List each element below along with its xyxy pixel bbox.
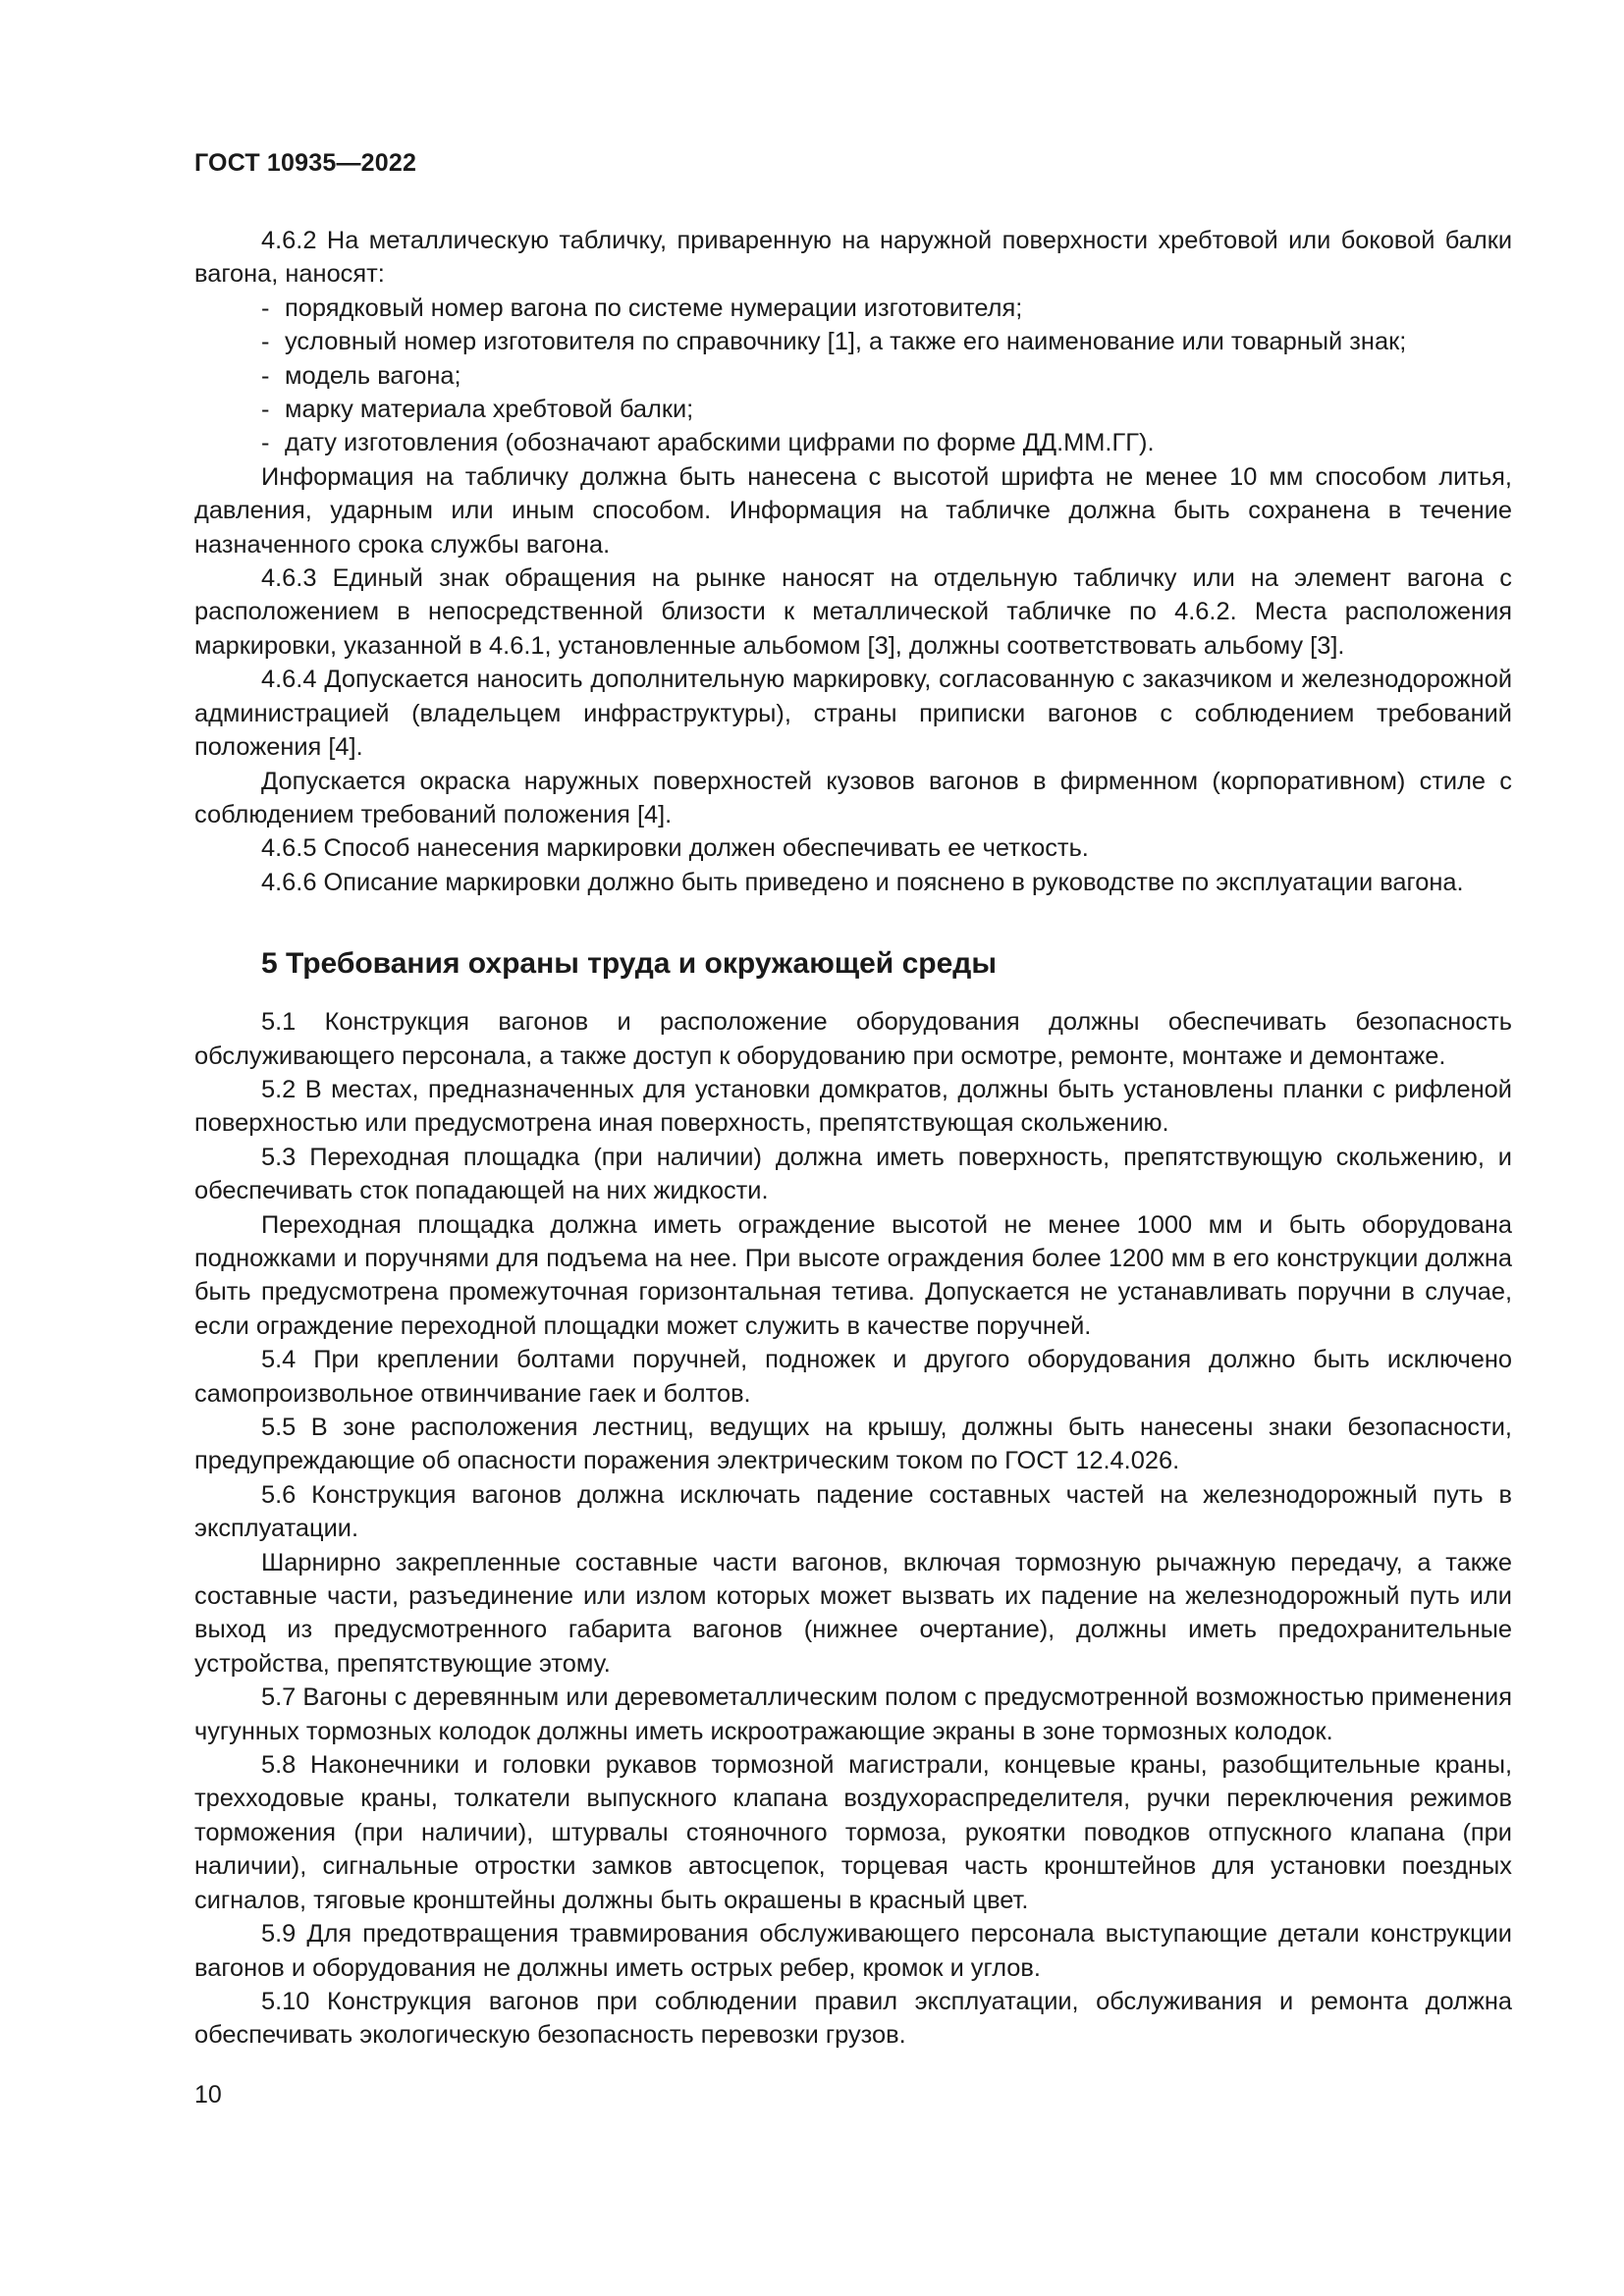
paragraph-4-6-2-intro: 4.6.2 На металлическую табличку, приваренную на наружной поверхности хребтовой или боковой балки вагона, наносят: [194,227,1512,289]
paragraph-5-6-cont: Шарнирно закрепленные составные части вагонов, включая тормозную рычажную передачу, а также составные части, разъединение или излом которых может вызвать их падение на железнодорожный путь или выход из предусмотренного габарита вагонов (нижнее очертание), должны иметь предохранительные устройства, препятствующие этому. [194,1548,1512,1678]
dash-bullet: - [261,294,270,322]
paragraph-5-6: 5.6 Конструкция вагонов должна исключать падение составных частей на железнодорожный путь в эксплуатации. [194,1480,1512,1543]
page-number: 10 [194,2081,222,2109]
list-item-text: условный номер изготовителя по справочнику [1], а также его наименование или товарный знак; [285,328,1407,356]
paragraph-4-6-6: 4.6.6 Описание маркировки должно быть приведено и пояснено в руководстве по эксплуатации вагона. [261,868,1464,896]
paragraph-5-4: 5.4 При креплении болтами поручней, подножек и другого оборудования должно быть исключено самопроизвольное отвинчивание гаек и болтов. [194,1346,1512,1408]
paragraph-5-1: 5.1 Конструкция вагонов и расположение оборудования должны обеспечивать безопасность обслуживающего персонала, а также доступ к оборудованию при осмотре, ремонте, монтаже и демонтаже. [194,1008,1512,1070]
list-item-text: порядковый номер вагона по системе нумерации изготовителя; [285,294,1023,322]
paragraph-4-6-3: 4.6.3 Единый знак обращения на рынке наносят на отдельную табличку или на элемент вагона с расположением в непосредственной близости к металлической табличке по 4.6.2. Места расположения маркировки, указанной в 4.6.1, установленные альбомом [3], должны соответствовать альбому [3]. [194,564,1512,660]
paragraph-5-10: 5.10 Конструкция вагонов при соблюдении правил эксплуатации, обслуживания и ремонта должна обеспечивать экологическую безопасность перевозки грузов. [194,1987,1512,2050]
list-item [194,292,1512,325]
paragraph-4-6-4: 4.6.4 Допускается наносить дополнительную маркировку, согласованную с заказчиком и железнодорожной администрацией (владельцем инфраструктуры), страны приписки вагонов с соблюдением требований положения [4]. [194,666,1512,762]
paragraph-5-3: 5.3 Переходная площадка (при наличии) должна иметь поверхность, препятствующую скольжению, и обеспечивать сток попадающей на них жидкости. [194,1143,1512,1205]
list-item [194,426,1512,459]
paragraph-5-2: 5.2 В местах, предназначенных для установки домкратов, должны быть установлены планки с рифленой поверхностью или предусмотрена иная поверхность, препятствующая скольжению. [194,1075,1512,1138]
list-item [194,325,1512,358]
section-5-title: 5 Требования охраны труда и окружающей среды [261,947,997,981]
list-item-text: дату изготовления (обозначают арабскими цифрами по форме ДД.ММ.ГГ). [285,429,1155,457]
paragraph-5-3-cont: Переходная площадка должна иметь ограждение высотой не менее 1000 мм и быть оборудована подножками и поручнями для подъема на нее. При высоте ограждения более 1200 мм в его конструкции должна быть предусмотрена промежуточная горизонтальная тетива. Допускается не устанавливать поручни в случае, если ограждение переходной площадки может служить в качестве поручней. [194,1210,1512,1340]
document-code-header: ГОСТ 10935—2022 [194,149,417,177]
list-item-text: марку материала хребтовой балки; [285,396,694,424]
dash-bullet: - [261,328,270,356]
marking-list [194,292,1512,460]
list-item-text: модель вагона; [285,361,461,390]
paragraph-4-6-2-info: Информация на табличку должна быть нанесена с высотой шрифта не менее 10 мм способом литья, давления, ударным или иным способом. Информация на табличке должна быть сохранена в течение назначенного срока службы вагона. [194,462,1512,559]
dash-bullet: - [261,396,270,424]
paragraph-5-8: 5.8 Наконечники и головки рукавов тормозной магистрали, концевые краны, разобщительные краны, трехходовые краны, толкатели выпускного клапана воздухораспределителя, ручки переключения режимов торможения (при наличии), штурвалы стояночного тормоза, рукоятки поводков отпускного клапана (при наличии), сигнальные отростки замков автосцепок, торцевая часть кронштейнов для установки поездных сигналов, тяговые кронштейны должны быть окрашены в красный цвет. [194,1751,1512,1914]
list-item [194,359,1512,393]
paragraph-5-7: 5.7 Вагоны с деревянным или деревометаллическим полом с предусмотренной возможностью применения чугунных тормозных колодок должны иметь искроотражающие экраны в зоне тормозных колодок. [194,1683,1512,1745]
document-body [194,224,1512,2053]
paragraph-4-6-5: 4.6.5 Способ нанесения маркировки должен обеспечивать ее четкость. [261,834,1089,863]
dash-bullet: - [261,361,270,390]
dash-bullet: - [261,429,270,457]
list-item [194,393,1512,426]
paragraph-5-5: 5.5 В зоне расположения лестниц, ведущих на крышу, должны быть нанесены знаки безопасности, предупреждающие об опасности поражения электрическим током по ГОСТ 12.4.026. [194,1414,1512,1475]
paragraph-5-9: 5.9 Для предотвращения травмирования обслуживающего персонала выступающие детали конструкции вагонов и оборудования не должны иметь острых ребер, кромок и углов. [194,1920,1512,1982]
paragraph-4-6-4-cont: Допускается окраска наружных поверхностей кузовов вагонов в фирменном (корпоративном) стиле с соблюдением требований положения [4]. [194,767,1512,828]
